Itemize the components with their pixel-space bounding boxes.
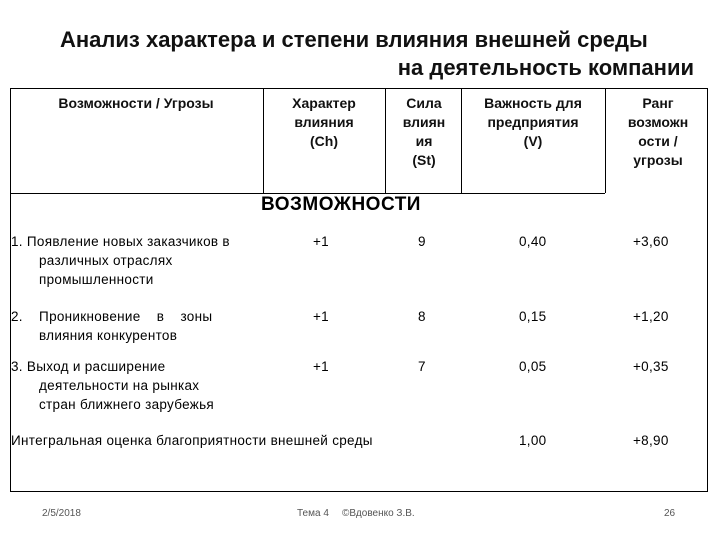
row-v: 0,05 [519,359,547,374]
table-row-label: 3. Выход и расширение деятельности на рынках стран ближнего зарубежья [11,359,215,412]
footer-page-number: 26 [664,508,676,519]
row-ch: +1 [313,234,329,249]
footer-topic: Тема 4 [297,508,329,519]
title-line-1: Анализ характера и степени влияния внешней среды [60,27,648,52]
section-title: ВОЗМОЖНОСТИ [261,194,421,215]
table-row-label: 2. Проникновение в зоны влияния конкурентов [11,309,213,343]
row-st: 9 [418,234,426,249]
row-st: 7 [418,359,426,374]
table-divider [461,89,462,193]
page-title [60,26,700,82]
header-rank: Ранг возможн ости / угрозы [627,95,689,168]
row-rank: +0,35 [633,359,669,374]
header-importance: Важность для предприятия (V) [484,95,582,149]
header-character: Характер влияния (Ch) [292,95,356,149]
row-rank: +3,60 [633,234,669,249]
title-line-2: на деятельность компании [397,55,694,80]
row-ch: +1 [313,309,329,324]
row-v: 0,40 [519,234,547,249]
header-strength: Сила влиян ия (St) [402,95,446,168]
footer-author: ©Вдовенко З.В. [342,508,415,519]
total-v: 1,00 [519,433,547,448]
row-st: 8 [418,309,426,324]
table-divider [605,89,606,193]
row-v: 0,15 [519,309,547,324]
table-divider [385,89,386,193]
header-opportunities-threats: Возможности / Угрозы [58,95,214,111]
analysis-table [10,88,708,492]
footer-date: 2/5/2018 [42,508,81,519]
row-ch: +1 [313,359,329,374]
total-label: Интегральная оценка благоприятности внешней среды [11,433,373,448]
row-rank: +1,20 [633,309,669,324]
table-row-label: 1. Появление новых заказчиков в различных отраслях промышленности [11,234,230,287]
total-rank: +8,90 [633,433,669,448]
table-divider [263,89,264,193]
